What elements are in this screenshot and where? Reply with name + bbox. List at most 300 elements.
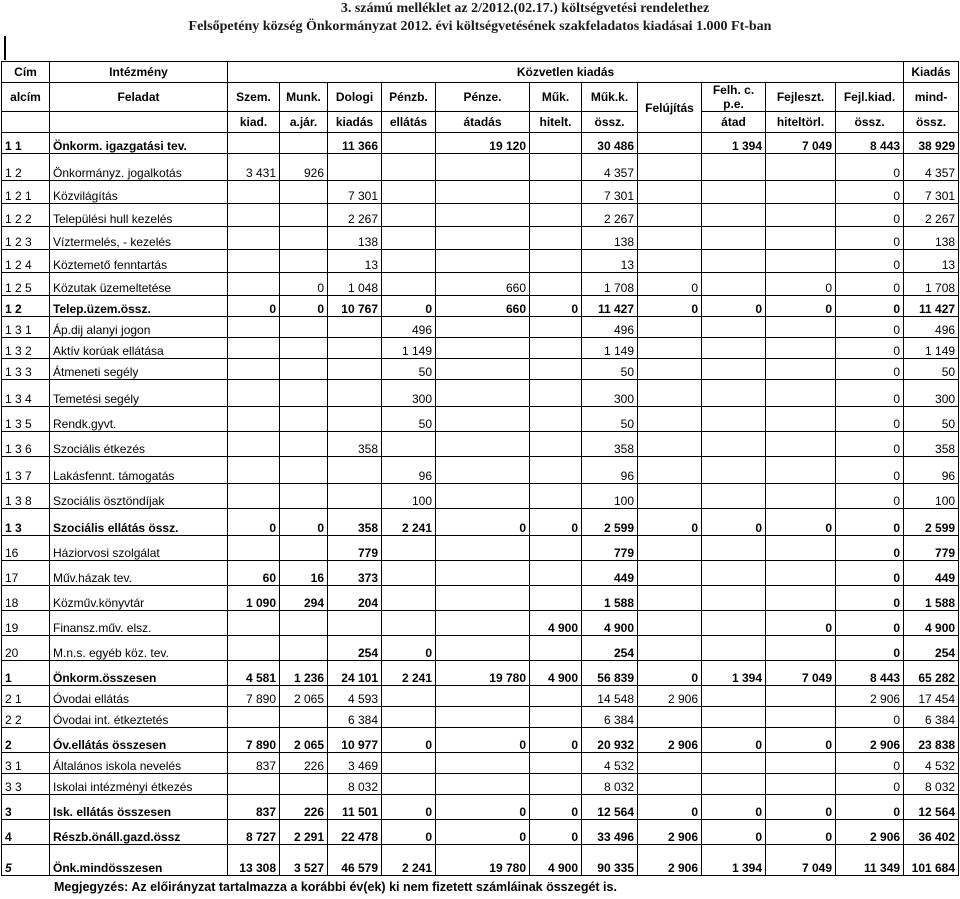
row-value: 0: [766, 296, 836, 317]
table-row: [2, 204, 959, 227]
header-mukk: Műk.k.: [582, 83, 638, 112]
row-value: [228, 338, 280, 359]
row-value: [766, 484, 836, 509]
row-value: 0: [766, 820, 836, 845]
table-row: [2, 227, 959, 250]
row-value: [530, 753, 582, 774]
row-label: Temetési segély: [50, 380, 228, 407]
row-label: Közutak üzemeltetése: [50, 273, 228, 296]
row-value: [228, 484, 280, 509]
row-value: 837: [228, 795, 280, 820]
row-value: 2 065: [280, 728, 328, 753]
row-value: 2 267: [328, 204, 382, 227]
row-value: 17 454: [904, 686, 959, 707]
row-value: [228, 359, 280, 380]
row-value: 1 588: [904, 586, 959, 611]
row-value: [530, 774, 582, 795]
row-code: 3: [2, 795, 50, 820]
header-feladat: Feladat: [50, 83, 228, 112]
row-value: [638, 636, 702, 661]
row-value: 0: [228, 296, 280, 317]
row-value: [228, 432, 280, 457]
row-value: 1 394: [702, 845, 766, 876]
row-value: [638, 181, 702, 204]
row-value: 65 282: [904, 661, 959, 686]
row-value: [766, 561, 836, 586]
row-value: 0: [836, 561, 904, 586]
row-value: [766, 774, 836, 795]
row-value: 0: [638, 273, 702, 296]
row-value: [436, 611, 530, 636]
row-value: [436, 204, 530, 227]
row-value: [280, 774, 328, 795]
header-row-2: [2, 83, 959, 112]
row-value: 1 708: [582, 273, 638, 296]
row-value: 0: [530, 820, 582, 845]
row-value: 90 335: [582, 845, 638, 876]
header-dologi: Dologi: [328, 83, 382, 112]
row-value: 0: [836, 380, 904, 407]
row-value: [702, 154, 766, 181]
row-value: 660: [436, 296, 530, 317]
row-code: 1 3 5: [2, 407, 50, 432]
table-row: [2, 484, 959, 509]
row-value: 4 900: [530, 611, 582, 636]
row-value: 2 241: [382, 509, 436, 536]
row-code: 1 2: [2, 154, 50, 181]
row-value: 373: [328, 561, 382, 586]
row-value: [638, 407, 702, 432]
row-value: 0: [436, 795, 530, 820]
row-value: 0: [638, 661, 702, 686]
row-value: 4 900: [530, 845, 582, 876]
row-value: [328, 611, 382, 636]
row-value: 8 727: [228, 820, 280, 845]
row-label: Háziorvosi szolgálat: [50, 536, 228, 561]
row-label: Önkormányz. jogalkotás: [50, 154, 228, 181]
table-row: [2, 636, 959, 661]
row-value: [766, 154, 836, 181]
row-value: 138: [904, 227, 959, 250]
row-value: 96: [904, 457, 959, 484]
row-label: Finansz.műv. elsz.: [50, 611, 228, 636]
row-value: [638, 380, 702, 407]
row-value: 2 241: [382, 845, 436, 876]
row-value: 50: [382, 359, 436, 380]
table-row: [2, 661, 959, 686]
row-value: 3 469: [328, 753, 382, 774]
table-row: [2, 753, 959, 774]
row-value: 2 906: [638, 728, 702, 753]
row-label: Szociális ösztöndíjak: [50, 484, 228, 509]
row-label: Önk.mindösszesen: [50, 845, 228, 876]
row-value: 0: [836, 296, 904, 317]
row-value: [436, 154, 530, 181]
row-value: [766, 338, 836, 359]
table-row: [2, 707, 959, 728]
row-value: 138: [328, 227, 382, 250]
header-pe-text: p.e.: [723, 97, 744, 111]
row-value: [280, 636, 328, 661]
row-value: 0: [836, 338, 904, 359]
header-munk: Munk.: [280, 83, 328, 112]
row-value: [702, 250, 766, 273]
row-code: 1 2 3: [2, 227, 50, 250]
row-value: 837: [228, 753, 280, 774]
row-value: 2 267: [904, 204, 959, 227]
row-value: 101 684: [904, 845, 959, 876]
row-value: 0: [836, 432, 904, 457]
row-label: M.n.s. egyéb köz. tev.: [50, 636, 228, 661]
row-value: [228, 457, 280, 484]
row-value: 14 548: [582, 686, 638, 707]
row-value: [530, 707, 582, 728]
row-value: 1 149: [382, 338, 436, 359]
header-penze: Pénze.: [436, 83, 530, 112]
row-label: Rendk.gyvt.: [50, 407, 228, 432]
row-value: 6 384: [904, 707, 959, 728]
row-value: 7 301: [582, 181, 638, 204]
row-value: 50: [582, 407, 638, 432]
header-muk: Műk.: [530, 83, 582, 112]
row-value: 20 932: [582, 728, 638, 753]
row-value: 294: [280, 586, 328, 611]
row-value: 11 501: [328, 795, 382, 820]
header-kiadas-sub: kiadás: [328, 112, 382, 133]
header-blank-a: [2, 112, 50, 133]
table-row: [2, 133, 959, 154]
row-value: 11 349: [836, 845, 904, 876]
row-value: [280, 181, 328, 204]
row-value: 254: [582, 636, 638, 661]
row-value: [766, 317, 836, 338]
row-code: 1 3 1: [2, 317, 50, 338]
row-value: [530, 133, 582, 154]
header-row-3: [2, 112, 959, 133]
row-value: [638, 432, 702, 457]
row-value: [382, 250, 436, 273]
row-value: [766, 227, 836, 250]
row-label: Közműv.könyvtár: [50, 586, 228, 611]
row-value: [436, 407, 530, 432]
row-label: Átmeneti segély: [50, 359, 228, 380]
row-value: 0: [836, 509, 904, 536]
row-value: 13: [904, 250, 959, 273]
row-value: 8 032: [582, 774, 638, 795]
row-value: [436, 457, 530, 484]
row-value: [530, 561, 582, 586]
row-value: 4 593: [328, 686, 382, 707]
row-value: [436, 561, 530, 586]
row-code: 3 1: [2, 753, 50, 774]
row-value: [436, 484, 530, 509]
row-value: 0: [836, 204, 904, 227]
row-value: [328, 457, 382, 484]
row-value: 50: [904, 359, 959, 380]
row-value: 0: [638, 296, 702, 317]
row-value: [530, 636, 582, 661]
row-value: [280, 250, 328, 273]
row-value: 1 588: [582, 586, 638, 611]
table-row: [2, 536, 959, 561]
row-value: 0: [436, 820, 530, 845]
row-value: [328, 484, 382, 509]
row-value: [280, 227, 328, 250]
row-label: Települési hull kezelés: [50, 204, 228, 227]
row-value: 30 486: [582, 133, 638, 154]
row-value: 779: [582, 536, 638, 561]
row-value: 1 090: [228, 586, 280, 611]
row-value: [702, 181, 766, 204]
row-value: [382, 536, 436, 561]
row-value: 0: [836, 586, 904, 611]
row-value: [766, 250, 836, 273]
row-value: [702, 707, 766, 728]
row-code: 1 3 4: [2, 380, 50, 407]
row-value: [638, 317, 702, 338]
row-value: 1 149: [904, 338, 959, 359]
row-label: Önkorm.összesen: [50, 661, 228, 686]
row-value: 0: [702, 509, 766, 536]
row-value: 11 427: [582, 296, 638, 317]
row-value: 0: [836, 707, 904, 728]
row-value: [436, 359, 530, 380]
row-value: 2 906: [638, 686, 702, 707]
row-value: [228, 636, 280, 661]
header-cim: Cím: [2, 62, 50, 83]
row-value: [436, 707, 530, 728]
row-code: 1 3 2: [2, 338, 50, 359]
row-value: [530, 154, 582, 181]
row-value: 10 977: [328, 728, 382, 753]
row-value: 56 839: [582, 661, 638, 686]
row-code: 20: [2, 636, 50, 661]
row-code: 18: [2, 586, 50, 611]
row-value: 138: [582, 227, 638, 250]
row-code: 1 3 8: [2, 484, 50, 509]
row-value: 96: [582, 457, 638, 484]
row-value: 2 599: [904, 509, 959, 536]
row-value: [530, 181, 582, 204]
footnote: Megjegyzés: Az előirányzat tartalmazza a korábbi év(ek) ki nem fizetett számláinak összegét is.: [54, 880, 617, 894]
row-value: [328, 154, 382, 181]
row-value: [228, 611, 280, 636]
row-value: 50: [904, 407, 959, 432]
header-row-1: [2, 62, 959, 83]
row-value: [228, 133, 280, 154]
row-value: 6 384: [582, 707, 638, 728]
row-label: Iskolai intézményi étkezés: [50, 774, 228, 795]
row-value: [436, 380, 530, 407]
table-row: [2, 686, 959, 707]
row-value: 0: [702, 820, 766, 845]
row-code: 3 3: [2, 774, 50, 795]
row-value: 0: [766, 611, 836, 636]
row-value: [638, 457, 702, 484]
row-value: [530, 536, 582, 561]
table-row: [2, 586, 959, 611]
row-value: 449: [904, 561, 959, 586]
row-value: [280, 432, 328, 457]
row-code: 1: [2, 661, 50, 686]
row-value: [228, 380, 280, 407]
row-value: [702, 586, 766, 611]
table-row: [2, 273, 959, 296]
row-value: 0: [382, 296, 436, 317]
row-value: 2 906: [836, 686, 904, 707]
row-value: 2 291: [280, 820, 328, 845]
row-value: [702, 686, 766, 707]
row-code: 1 3: [2, 509, 50, 536]
row-value: [530, 317, 582, 338]
header-ossz-3: össz.: [904, 112, 959, 133]
row-value: 36 402: [904, 820, 959, 845]
row-value: 779: [904, 536, 959, 561]
row-code: 19: [2, 611, 50, 636]
row-value: [328, 380, 382, 407]
row-value: [702, 317, 766, 338]
row-value: 7 049: [766, 661, 836, 686]
row-value: [280, 380, 328, 407]
row-code: 2 2: [2, 707, 50, 728]
title-line-1: 3. számú melléklet az 2/2012.(02.17.) költségvetési rendelethez: [340, 1, 710, 16]
row-code: 1 1: [2, 133, 50, 154]
row-value: [228, 407, 280, 432]
row-value: 24 101: [328, 661, 382, 686]
row-value: [382, 133, 436, 154]
row-value: 8 032: [328, 774, 382, 795]
table-row: [2, 296, 959, 317]
row-value: 0: [836, 317, 904, 338]
row-value: [766, 536, 836, 561]
header-felh-c: [702, 83, 766, 112]
row-value: 50: [582, 359, 638, 380]
row-label: Szociális ellátás össz.: [50, 509, 228, 536]
row-value: [702, 204, 766, 227]
header-szem: Szem.: [228, 83, 280, 112]
row-value: [382, 586, 436, 611]
row-value: [766, 380, 836, 407]
header-ellatas: ellátás: [382, 112, 436, 133]
row-code: 1 2 5: [2, 273, 50, 296]
row-value: 8 032: [904, 774, 959, 795]
header-hiteltorl: hiteltörl.: [766, 112, 836, 133]
row-value: 100: [904, 484, 959, 509]
row-label: Aktív korúak ellátása: [50, 338, 228, 359]
row-value: [702, 227, 766, 250]
row-value: 2 599: [582, 509, 638, 536]
row-label: Önkorm. igazgatási tev.: [50, 133, 228, 154]
row-value: 1 236: [280, 661, 328, 686]
row-value: 4 357: [582, 154, 638, 181]
row-value: [766, 457, 836, 484]
row-value: 11 366: [328, 133, 382, 154]
row-value: [638, 338, 702, 359]
row-value: [436, 686, 530, 707]
row-value: [766, 636, 836, 661]
row-value: 358: [328, 509, 382, 536]
row-value: [530, 432, 582, 457]
row-value: [530, 586, 582, 611]
row-value: [638, 204, 702, 227]
row-value: 96: [382, 457, 436, 484]
row-value: 0: [702, 296, 766, 317]
row-value: 358: [328, 432, 382, 457]
expenditure-table: [1, 61, 959, 876]
row-value: [702, 774, 766, 795]
row-value: 0: [836, 227, 904, 250]
row-value: 2 065: [280, 686, 328, 707]
row-value: [280, 359, 328, 380]
header-atad: átad: [702, 112, 766, 133]
row-value: 0: [638, 509, 702, 536]
row-value: 496: [382, 317, 436, 338]
row-value: [638, 154, 702, 181]
row-value: 0: [836, 774, 904, 795]
row-value: [382, 204, 436, 227]
row-value: [436, 774, 530, 795]
row-value: [436, 250, 530, 273]
row-value: [382, 707, 436, 728]
row-value: 13: [582, 250, 638, 273]
row-code: 1 2 2: [2, 204, 50, 227]
row-value: [702, 380, 766, 407]
row-value: [436, 586, 530, 611]
row-value: 926: [280, 154, 328, 181]
row-value: [638, 484, 702, 509]
row-value: 33 496: [582, 820, 638, 845]
row-value: 0: [836, 484, 904, 509]
row-value: [638, 359, 702, 380]
row-value: 4 581: [228, 661, 280, 686]
row-value: [766, 586, 836, 611]
row-value: 0: [836, 636, 904, 661]
row-value: 1 149: [582, 338, 638, 359]
row-value: 12 564: [904, 795, 959, 820]
row-value: [702, 359, 766, 380]
header-ajar: a.jár.: [280, 112, 328, 133]
row-value: [436, 432, 530, 457]
row-value: 0: [836, 154, 904, 181]
row-value: 0: [530, 509, 582, 536]
header-fejleszt: Fejleszt.: [766, 83, 836, 112]
row-value: 1 394: [702, 661, 766, 686]
row-value: [766, 753, 836, 774]
row-value: [436, 338, 530, 359]
table-row: [2, 432, 959, 457]
row-value: [280, 611, 328, 636]
table-row: [2, 154, 959, 181]
row-value: 6 384: [328, 707, 382, 728]
header-alcim: alcím: [2, 83, 50, 112]
row-value: 12 564: [582, 795, 638, 820]
row-value: 0: [766, 795, 836, 820]
table-row: [2, 380, 959, 407]
row-value: 4 357: [904, 154, 959, 181]
row-value: [280, 457, 328, 484]
row-value: [638, 753, 702, 774]
row-value: 4 532: [582, 753, 638, 774]
row-value: [530, 407, 582, 432]
row-code: 16: [2, 536, 50, 561]
row-value: [382, 432, 436, 457]
header-atadas: átadás: [436, 112, 530, 133]
row-value: 1 394: [702, 133, 766, 154]
row-value: [382, 561, 436, 586]
row-value: [280, 204, 328, 227]
row-value: 0: [382, 728, 436, 753]
row-value: 1 048: [328, 273, 382, 296]
